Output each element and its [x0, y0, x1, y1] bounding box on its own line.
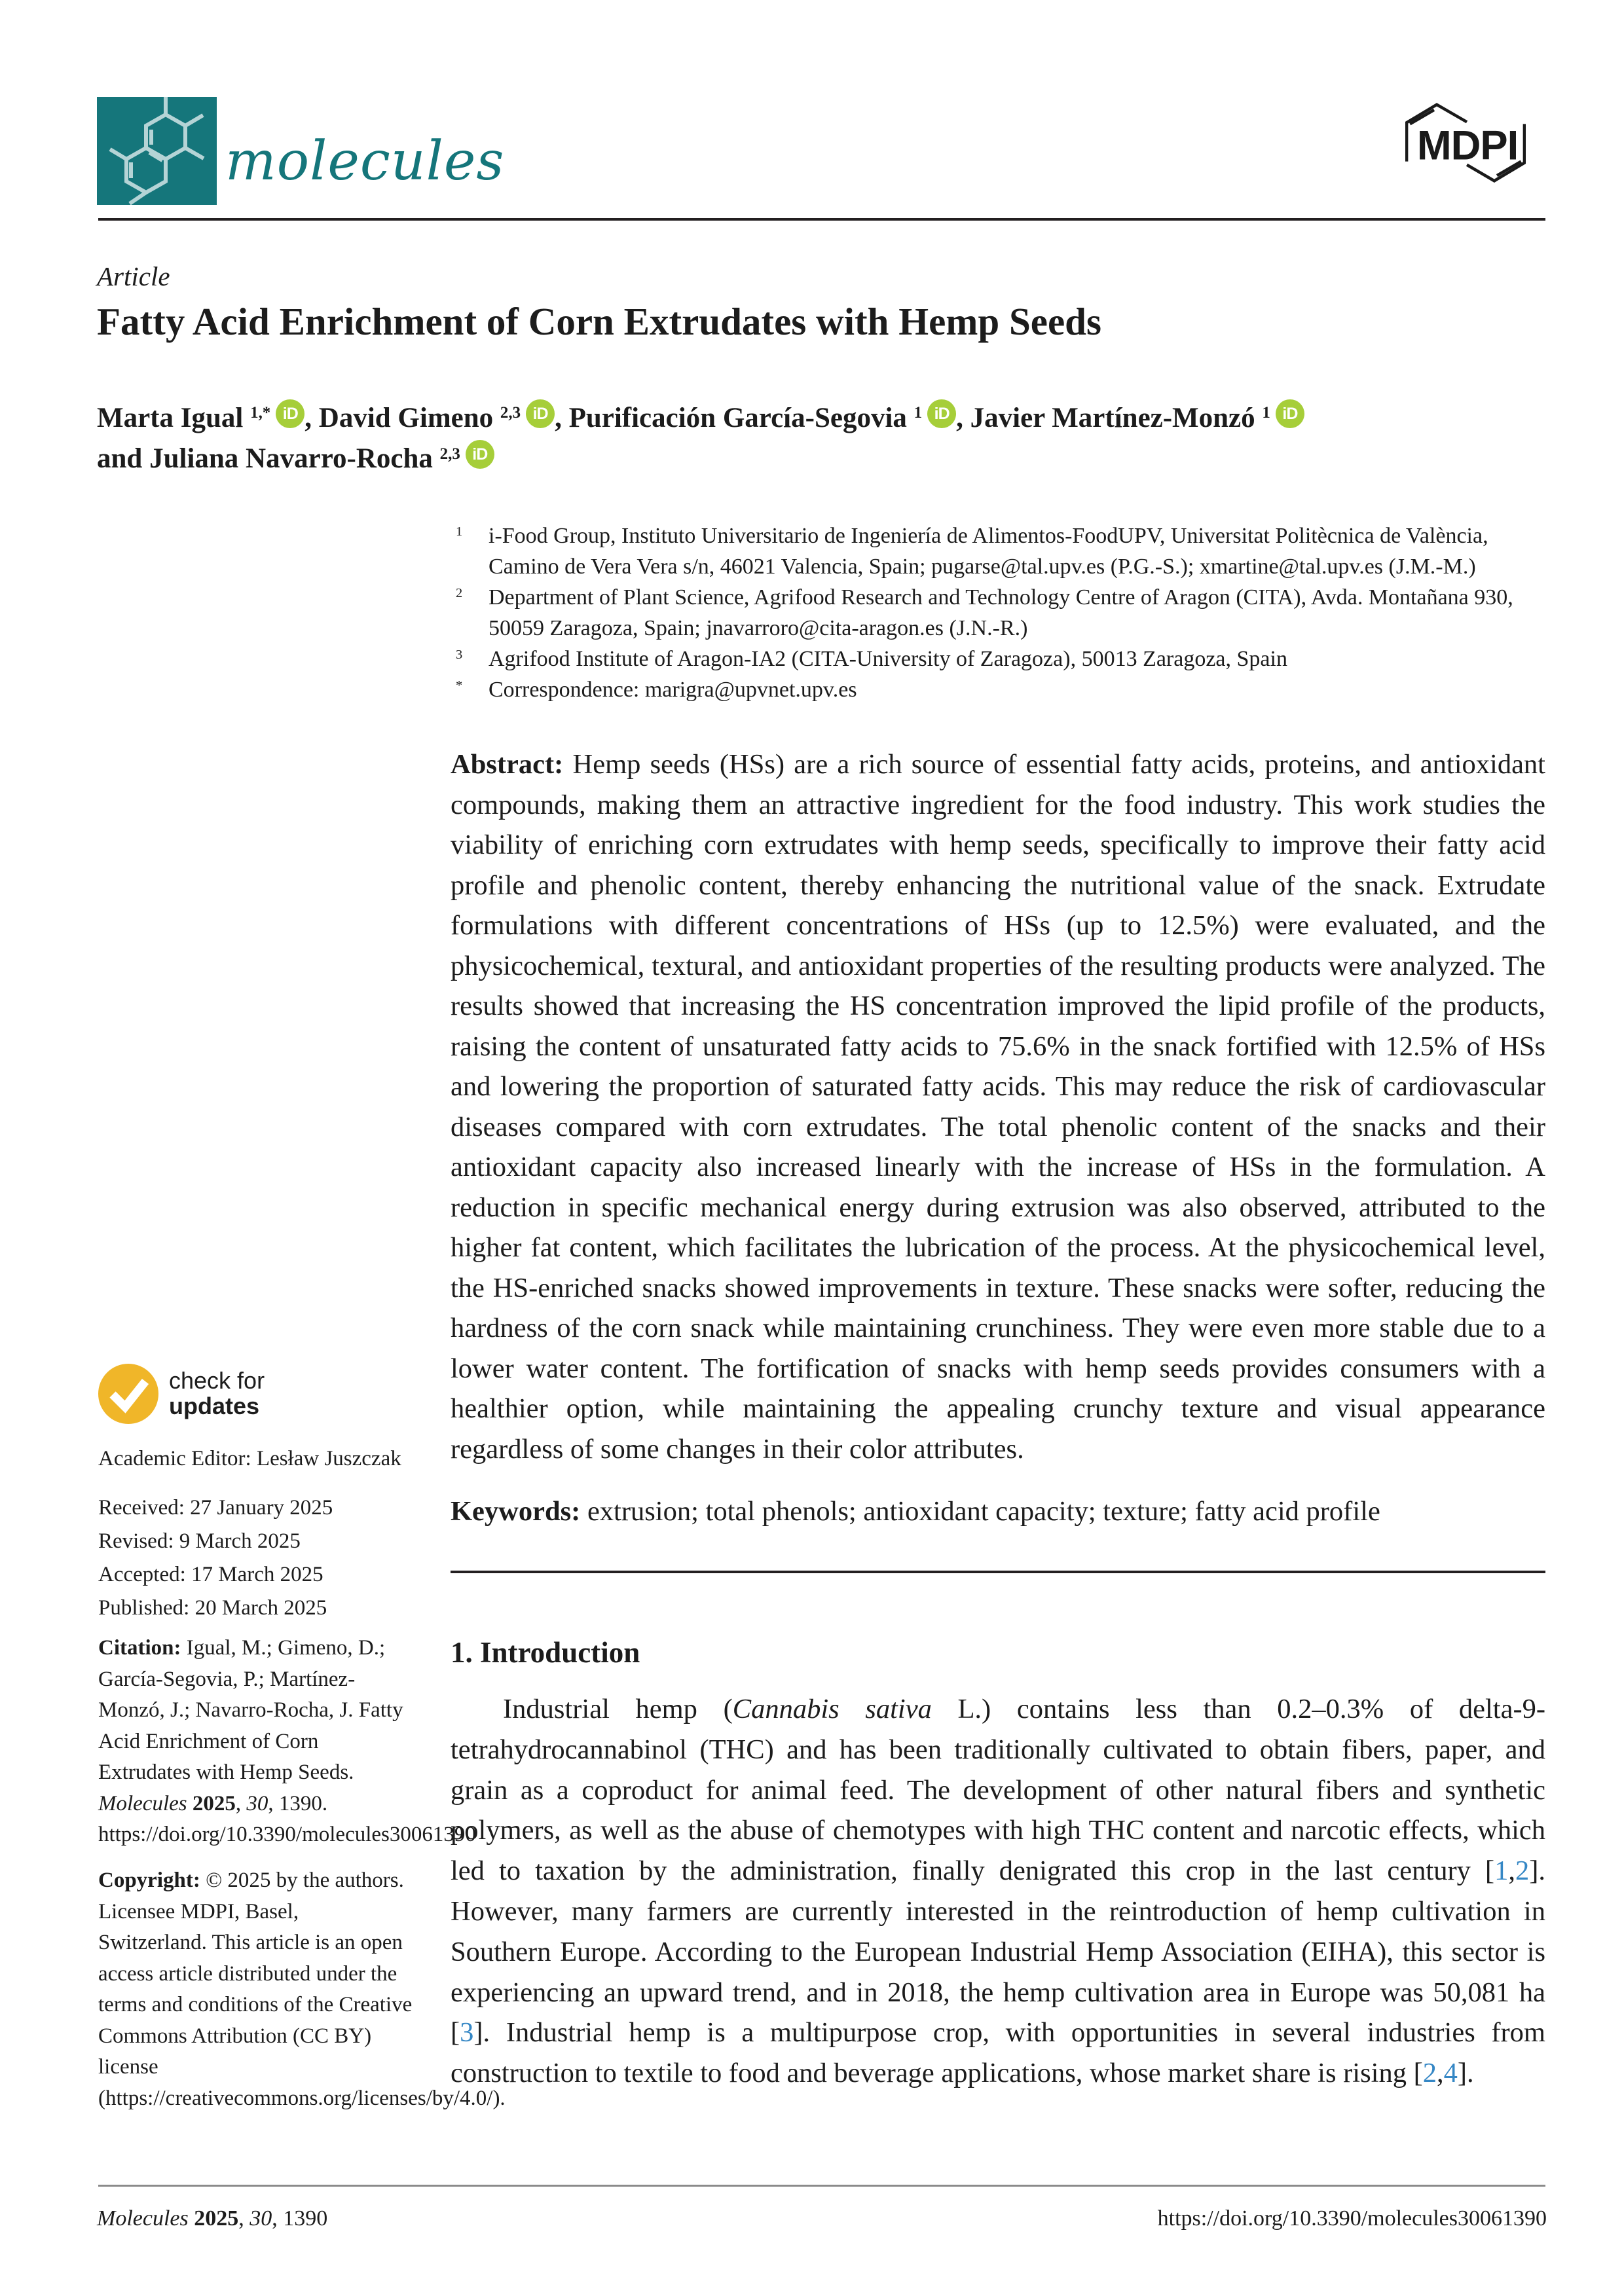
page-title: Fatty Acid Enrichment of Corn Extrudates with Hemp Seeds — [97, 300, 1101, 343]
affiliation-text: i-Food Group, Instituto Universitario de Ingeniería de Alimentos-FoodUPV, Universitat Politècnica de València, Camino de Vera Vera s/n, 46021 Valencia, Spain; pugarse@tal.upv.es (P.G.-S.); xmartine@tal.upv.es (J.M.-M.) — [489, 524, 1488, 579]
affiliation-text: Department of Plant Science, Agrifood Research and Technology Centre of Aragon (CITA), Avda. Montañana 930, 50059 Zaragoza, Spain; jnavarroro@cita-aragon.es (J.N.-R.) — [489, 585, 1513, 640]
affiliation-marker: 1 — [456, 524, 463, 539]
affiliation-marker: 3 — [456, 647, 463, 662]
citation-ref-link[interactable]: 2 — [1422, 2058, 1437, 2089]
keywords-line: Keywords: extrusion; total phenols; antioxidant capacity; texture; fatty acid profile — [451, 1496, 1380, 1527]
footer-journal-reference: Molecules 2025, 30, 1390 — [97, 2206, 328, 2231]
citation-ref-link[interactable]: 2 — [1515, 1855, 1530, 1887]
abstract-paragraph: Abstract: Hemp seeds (HSs) are a rich source of essential fatty acids, proteins, and antioxidant compounds, making them an attractive ingredient for the food industry. This work studies the viability of enriching corn extrudates with hemp seeds, specifically to improve their fatty acid profile and phenolic content, thereby enhancing the nutritional value of the snack. Extrudate formulations with different concentrations of HSs (up to 12.5%) were evaluated, and the physicochemical, textural, and antioxidant properties of the resulting products were analyzed. The results showed that increasing the HS concentration improved the lipid profile of the products, raising the content of unsaturated fatty acids to 75.6% in the snack fortified with 12.5% of HSs and lowering the proportion of saturated fatty acids. This may reduce the risk of cardiovascular diseases compared with corn extrudates. The total phenolic content of the snacks and their antioxidant capacity also increased linearly with the increase of HSs in the formulation. A reduction in specific mechanical energy during extrusion was also observed, attributed to the higher fat content, which facilitates the lubrication of the process. At the physicochemical level, the HS-enriched snacks showed improvements in texture. These snacks were softer, reducing the hardness of the corn snack while maintaining crunchiness. They were even more stable due to a lower water content. The fortification of snacks with hemp seeds provides consumers with a healthier option, while maintaining the appealing crunchy texture and visual appearance regardless of some changes in their color attributes. — [451, 749, 1545, 1465]
received-date: Received: 27 January 2025 — [98, 1496, 333, 1520]
affiliation-row — [451, 644, 1548, 674]
affiliation-row — [451, 582, 1548, 644]
check-for-updates-label: check for updates — [169, 1367, 265, 1419]
revised-date: Revised: 9 March 2025 — [98, 1529, 301, 1553]
citation-block: Citation: Igual, M.; Gimeno, D.; García-Segovia, P.; Martínez-Monzó, J.; Navarro-Rocha, J. Fatty Acid Enrichment of Corn Extrudates with Hemp Seeds. Molecules 2025, 30, 1390. https://doi.org/10.3390/molecules30061390 — [98, 1636, 476, 1846]
orcid-icon[interactable]: iD — [1276, 399, 1304, 428]
header-rule — [98, 218, 1545, 221]
orcid-icon[interactable]: iD — [927, 399, 956, 428]
academic-editor-line: Academic Editor: Lesław Juszczak — [98, 1447, 401, 1470]
copyright-block: Copyright: © 2025 by the authors. Licensee MDPI, Basel, Switzerland. This article is an open access article distributed under the terms and conditions of the Creative Commons Attribution (CC BY) license (https://creativecommons.org/licenses/by/4.0/). — [98, 1868, 506, 2110]
article-dates — [98, 1491, 333, 1625]
footer-doi-link[interactable]: https://doi.org/10.3390/molecules30061390 — [1157, 2206, 1547, 2231]
article-type-label: Article — [97, 261, 170, 291]
citation-ref-link[interactable]: 4 — [1443, 2058, 1458, 2089]
affiliation-row — [451, 674, 1548, 705]
orcid-icon[interactable]: iD — [526, 399, 555, 428]
keywords-rule — [451, 1571, 1545, 1573]
orcid-icon[interactable]: iD — [466, 440, 494, 469]
correspondence-text: Correspondence: marigra@upvnet.upv.es — [489, 678, 857, 702]
affiliations-block — [451, 520, 1548, 705]
molecules-logo — [97, 97, 217, 205]
accepted-date: Accepted: 17 March 2025 — [98, 1563, 323, 1586]
published-date: Published: 20 March 2025 — [98, 1596, 327, 1620]
introduction-paragraph: Industrial hemp (Cannabis sativa L.) contains less than 0.2–0.3% of delta-9-tetrahydrocannabinol (THC) and has been traditionally cultivated to obtain fibers, paper, and grain as a coproduct for animal feed. The development of other natural fibers and synthetic polymers, as well as the abuse of chemotypes with high THC content and narcotic effects, which led to taxation by the administration, finally denigrated this crop in the last century [1,2]. However, many farmers are currently interested in the reintroduction of hemp cultivation in Southern Europe. According to the European Industrial Hemp Association (EIHA), this sector is experiencing an upward trend, and in 2018, the hemp cultivation area in Europe was 50,081 ha [3]. Industrial hemp is a multipurpose crop, with opportunities in several industries from construction to textile to food and beverage applications, whose market share is rising [2,4]. — [451, 1694, 1546, 2089]
affiliation-marker: 2 — [456, 585, 463, 600]
mdpi-logo-icon — [1405, 102, 1526, 183]
journal-name: molecules — [225, 130, 505, 192]
check-for-updates-button[interactable] — [98, 1364, 265, 1424]
citation-ref-link[interactable]: 3 — [460, 2017, 474, 2049]
citation-ref-link[interactable]: 1 — [1494, 1855, 1509, 1887]
affiliation-row — [451, 520, 1548, 582]
correspondence-marker: * — [456, 678, 463, 693]
section-heading-introduction: 1. Introduction — [451, 1636, 640, 1669]
check-for-updates-icon — [98, 1364, 158, 1424]
page-footer — [97, 2206, 1547, 2231]
svg-text:MDPI: MDPI — [1416, 122, 1519, 169]
authors-line: Marta Igual $^{1,*}$ iD , David Gimeno $^{2,3}$ iD , Purificación García-Segovia $^1$ iD , Javier Martínez-Monzó $^1$ iD and Juliana Navarro-Rocha $^{2,3}$ iD — [97, 398, 1515, 480]
affiliation-text: Agrifood Institute of Aragon-IA2 (CITA-University of Zaragoza), 50013 Zaragoza, Spain — [489, 647, 1287, 671]
footer-rule — [98, 2185, 1545, 2187]
orcid-icon[interactable]: iD — [276, 399, 304, 428]
molecules-structure-icon — [97, 196, 217, 208]
